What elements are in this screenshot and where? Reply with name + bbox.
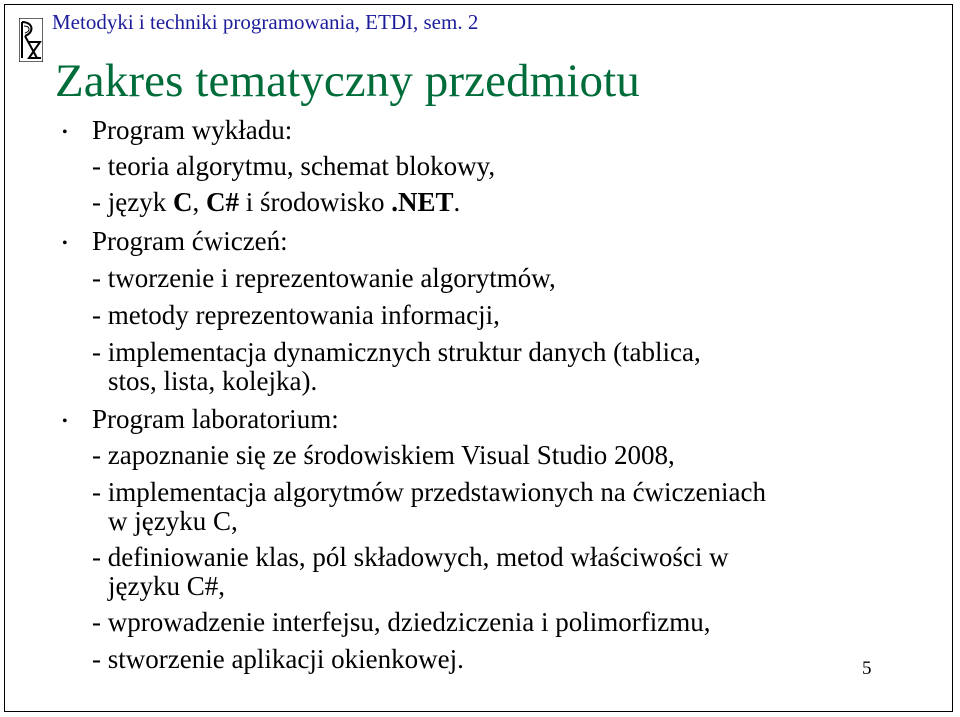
list-item-languages [92,187,460,217]
list-item: - zapoznanie się ze środowiskiem Visual Studio 2008, [92,440,675,470]
list-item: - implementacja dynamicznych struktur danych (tablica, [92,337,701,367]
text-segment: . [453,187,461,217]
text-bold-csharp: C# [205,187,239,217]
page-number: 5 [862,658,872,679]
text-segment: - język [92,187,173,217]
list-item: - tworzenie i reprezentowanie algorytmów, [92,263,556,293]
list-item: - stworzenie aplikacji okienkowej. [92,644,464,674]
slide-title: Zakres tematyczny przedmiotu [55,55,640,107]
text-segment: i środowisko [238,187,392,217]
section-heading-exercises: Program ćwiczeń: [92,226,288,256]
list-item-continuation: w języku C, [108,506,238,536]
bullet-icon: • [62,235,68,252]
list-item: - wprowadzenie interfejsu, dziedziczenia i polimorfizmu, [92,607,711,637]
list-item-continuation: języku C#, [108,571,225,601]
text-segment: , [192,187,206,217]
list-item: - definiowanie klas, pól składowych, metod właściwości w [92,542,729,572]
header-title: Metodyki i techniki programowania, ETDI, sem. 2 [52,10,479,34]
list-item: - metody reprezentowania informacji, [92,300,500,330]
list-item: - implementacja algorytmów przedstawionych na ćwiczeniach [92,477,766,507]
section-heading-laboratory: Program laboratorium: [92,404,339,434]
text-bold-c: C [172,187,193,217]
bullet-icon: • [62,124,68,141]
text-bold-dotnet: .NET [391,187,454,217]
list-item: - teoria algorytmu, schemat blokowy, [92,151,496,181]
section-heading-lecture: Program wykładu: [92,115,293,145]
bullet-icon: • [62,413,68,430]
prz-logo [19,18,43,62]
list-item-continuation: stos, lista, kolejka). [108,366,318,396]
